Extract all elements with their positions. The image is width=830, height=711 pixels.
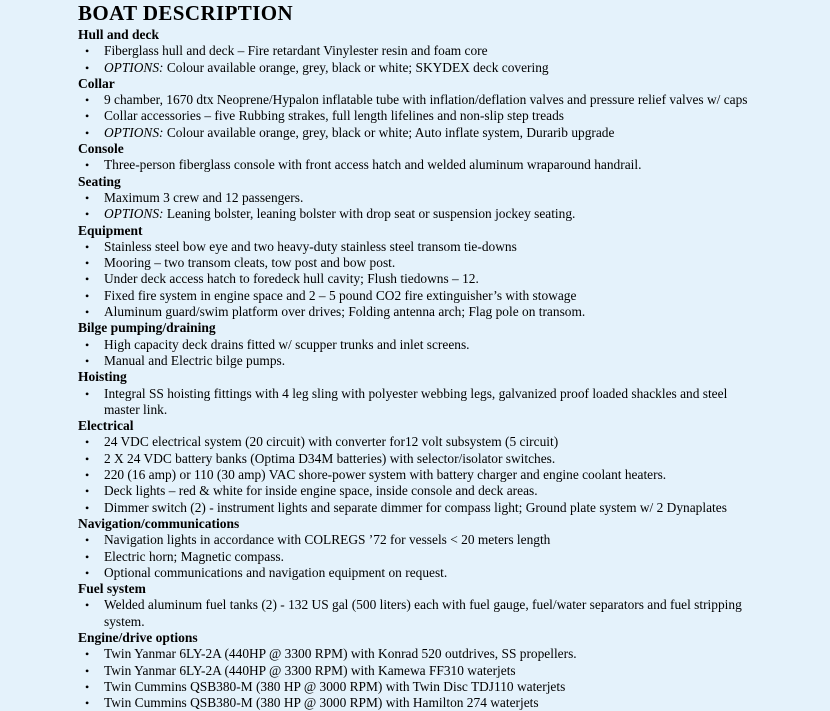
bullet-text: Three-person fiberglass console with front access hatch and welded aluminum wraparound handrail. bbox=[104, 157, 642, 173]
bullet-text: Welded aluminum fuel tanks (2) - 132 US gal (500 liters) each with fuel gauge, fuel/water separators and fuel stripping system. bbox=[104, 597, 742, 629]
bullet-item bbox=[78, 60, 782, 76]
bullet-text: Deck lights – red & white for inside engine space, inside console and deck areas. bbox=[104, 483, 538, 499]
bullet-icon: • bbox=[85, 598, 90, 613]
bullet-icon: • bbox=[85, 500, 90, 515]
bullet-text: 9 chamber, 1670 dtx Neoprene/Hypalon inflatable tube with inflation/deflation valves and pressure relief valves w/ caps bbox=[104, 92, 748, 108]
section-heading-seating: Seating bbox=[78, 173, 121, 189]
bullet-icon: • bbox=[85, 468, 90, 483]
bullet-item bbox=[78, 646, 782, 662]
bullet-item bbox=[78, 206, 782, 222]
bullet-text: Aluminum guard/swim platform over drives; Folding antenna arch; Flag pole on transom. bbox=[104, 304, 586, 320]
bullet-item bbox=[78, 500, 782, 516]
section-heading-navigation-communications: Navigation/communications bbox=[78, 515, 240, 531]
bullet-item bbox=[78, 451, 782, 467]
bullet-text-rest: Colour available orange, grey, black or white; SKYDEX deck covering bbox=[163, 59, 549, 75]
bullet-item bbox=[78, 597, 782, 630]
section-heading-equipment: Equipment bbox=[78, 222, 143, 238]
bullet-text: Manual and Electric bilge pumps. bbox=[104, 352, 286, 368]
options-label: OPTIONS: bbox=[104, 206, 164, 222]
bullet-text: Twin Yanmar 6LY-2A (440HP @ 3300 RPM) with Kamewa FF310 waterjets bbox=[104, 662, 516, 678]
bullet-icon: • bbox=[85, 484, 90, 499]
bullet-text: Dimmer switch (2) - instrument lights and separate dimmer for compass light; Ground plate system w/ 2 Dynaplates bbox=[104, 499, 727, 515]
options-label: OPTIONS: bbox=[104, 124, 164, 140]
bullet-item bbox=[78, 679, 782, 695]
bullet-icon: • bbox=[85, 549, 90, 564]
sections-container bbox=[78, 27, 782, 711]
bullet-text-rest: Leaning bolster, leaning bolster with drop seat or suspension jockey seating. bbox=[163, 206, 576, 222]
bullet-text bbox=[104, 60, 549, 76]
section-heading-hoisting: Hoisting bbox=[78, 369, 127, 385]
bullet-item bbox=[78, 125, 782, 141]
bullet-icon: • bbox=[85, 272, 90, 287]
bullet-item bbox=[78, 434, 782, 450]
bullet-icon: • bbox=[85, 696, 90, 711]
bullet-item bbox=[78, 108, 782, 124]
bullet-icon: • bbox=[85, 353, 90, 368]
section-heading-fuel-system: Fuel system bbox=[78, 581, 146, 597]
page-title: BOAT DESCRIPTION bbox=[78, 1, 294, 25]
bullet-item bbox=[78, 255, 782, 271]
bullet-icon: • bbox=[85, 288, 90, 303]
bullet-text: Fiberglass hull and deck – Fire retardant Vinylester resin and foam core bbox=[104, 43, 488, 59]
bullet-item bbox=[78, 467, 782, 483]
bullet-icon: • bbox=[85, 44, 90, 59]
bullet-text: Optional communications and navigation equipment on request. bbox=[104, 564, 448, 580]
bullet-icon: • bbox=[85, 60, 90, 75]
bullet-icon: • bbox=[85, 565, 90, 580]
bullet-text: High capacity deck drains fitted w/ scupper trunks and inlet screens. bbox=[104, 336, 470, 352]
bullet-item bbox=[78, 157, 782, 173]
bullet-icon: • bbox=[85, 207, 90, 222]
bullet-text: Navigation lights in accordance with COLREGS ’72 for vessels < 20 meters length bbox=[104, 532, 551, 548]
section-heading-console: Console bbox=[78, 141, 124, 157]
bullet-icon: • bbox=[85, 451, 90, 466]
bullet-icon: • bbox=[85, 109, 90, 124]
bullet-icon: • bbox=[85, 305, 90, 320]
bullet-text: Under deck access hatch to foredeck hull cavity; Flush tiedowns – 12. bbox=[104, 271, 479, 287]
bullet-item bbox=[78, 483, 782, 499]
bullet-text: Fixed fire system in engine space and 2 – 5 pound CO2 fire extinguisher’s with stowage bbox=[104, 287, 577, 303]
bullet-item bbox=[78, 695, 782, 711]
bullet-text: 2 X 24 VDC battery banks (Optima D34M batteries) with selector/isolator switches. bbox=[104, 450, 556, 466]
bullet-icon: • bbox=[85, 93, 90, 108]
bullet-icon: • bbox=[85, 256, 90, 271]
bullet-item bbox=[78, 565, 782, 581]
bullet-text: Maximum 3 crew and 12 passengers. bbox=[104, 189, 304, 205]
bullet-text: Twin Cummins QSB380-M (380 HP @ 3000 RPM) with Hamilton 274 waterjets bbox=[104, 695, 539, 711]
bullet-text: Electric horn; Magnetic compass. bbox=[104, 548, 284, 564]
bullet-item bbox=[78, 337, 782, 353]
bullet-text bbox=[104, 206, 575, 222]
bullet-icon: • bbox=[85, 239, 90, 254]
bullet-item bbox=[78, 190, 782, 206]
section-heading-collar: Collar bbox=[78, 75, 115, 91]
bullet-text: Collar accessories – five Rubbing strakes, full length lifelines and non-slip step treads bbox=[104, 108, 565, 124]
bullet-text: Integral SS hoisting fittings with 4 leg sling with polyester webbing legs, galvanized proof loaded shackles and steel master link. bbox=[104, 385, 728, 417]
bullet-item bbox=[78, 532, 782, 548]
bullet-item bbox=[78, 43, 782, 59]
bullet-icon: • bbox=[85, 435, 90, 450]
bullet-icon: • bbox=[85, 190, 90, 205]
bullet-icon: • bbox=[85, 158, 90, 173]
bullet-text: Stainless steel bow eye and two heavy-duty stainless steel transom tie-downs bbox=[104, 238, 517, 254]
bullet-item bbox=[78, 663, 782, 679]
bullet-item bbox=[78, 288, 782, 304]
bullet-item bbox=[78, 353, 782, 369]
section-heading-electrical: Electrical bbox=[78, 418, 134, 434]
bullet-text bbox=[104, 125, 614, 141]
section-heading-bilge-pumping-draining: Bilge pumping/draining bbox=[78, 320, 216, 336]
bullet-text: Twin Yanmar 6LY-2A (440HP @ 3300 RPM) with Konrad 520 outdrives, SS propellers. bbox=[104, 646, 577, 662]
bullet-icon: • bbox=[85, 125, 90, 140]
section-heading-hull-and-deck: Hull and deck bbox=[78, 27, 160, 42]
bullet-item bbox=[78, 271, 782, 287]
bullet-icon: • bbox=[85, 337, 90, 352]
bullet-text: Twin Cummins QSB380-M (380 HP @ 3000 RPM) with Twin Disc TDJ110 waterjets bbox=[104, 678, 566, 694]
bullet-icon: • bbox=[85, 533, 90, 548]
bullet-icon: • bbox=[85, 647, 90, 662]
bullet-icon: • bbox=[85, 679, 90, 694]
bullet-item bbox=[78, 92, 782, 108]
section-heading-engine-drive-options: Engine/drive options bbox=[78, 629, 198, 645]
bullet-icon: • bbox=[85, 386, 90, 401]
options-label: OPTIONS: bbox=[104, 59, 164, 75]
bullet-icon: • bbox=[85, 663, 90, 678]
bullet-item bbox=[78, 304, 782, 320]
bullet-text-rest: Colour available orange, grey, black or white; Auto inflate system, Durarib upgrade bbox=[163, 124, 615, 140]
bullet-item bbox=[78, 239, 782, 255]
bullet-item bbox=[78, 549, 782, 565]
bullet-text: 220 (16 amp) or 110 (30 amp) VAC shore-power system with battery charger and engine coolant heaters. bbox=[104, 467, 667, 483]
bullet-text: Mooring – two transom cleats, tow post and bow post. bbox=[104, 255, 396, 271]
bullet-item bbox=[78, 386, 782, 419]
bullet-text: 24 VDC electrical system (20 circuit) with converter for12 volt subsystem (5 circuit) bbox=[104, 434, 559, 450]
